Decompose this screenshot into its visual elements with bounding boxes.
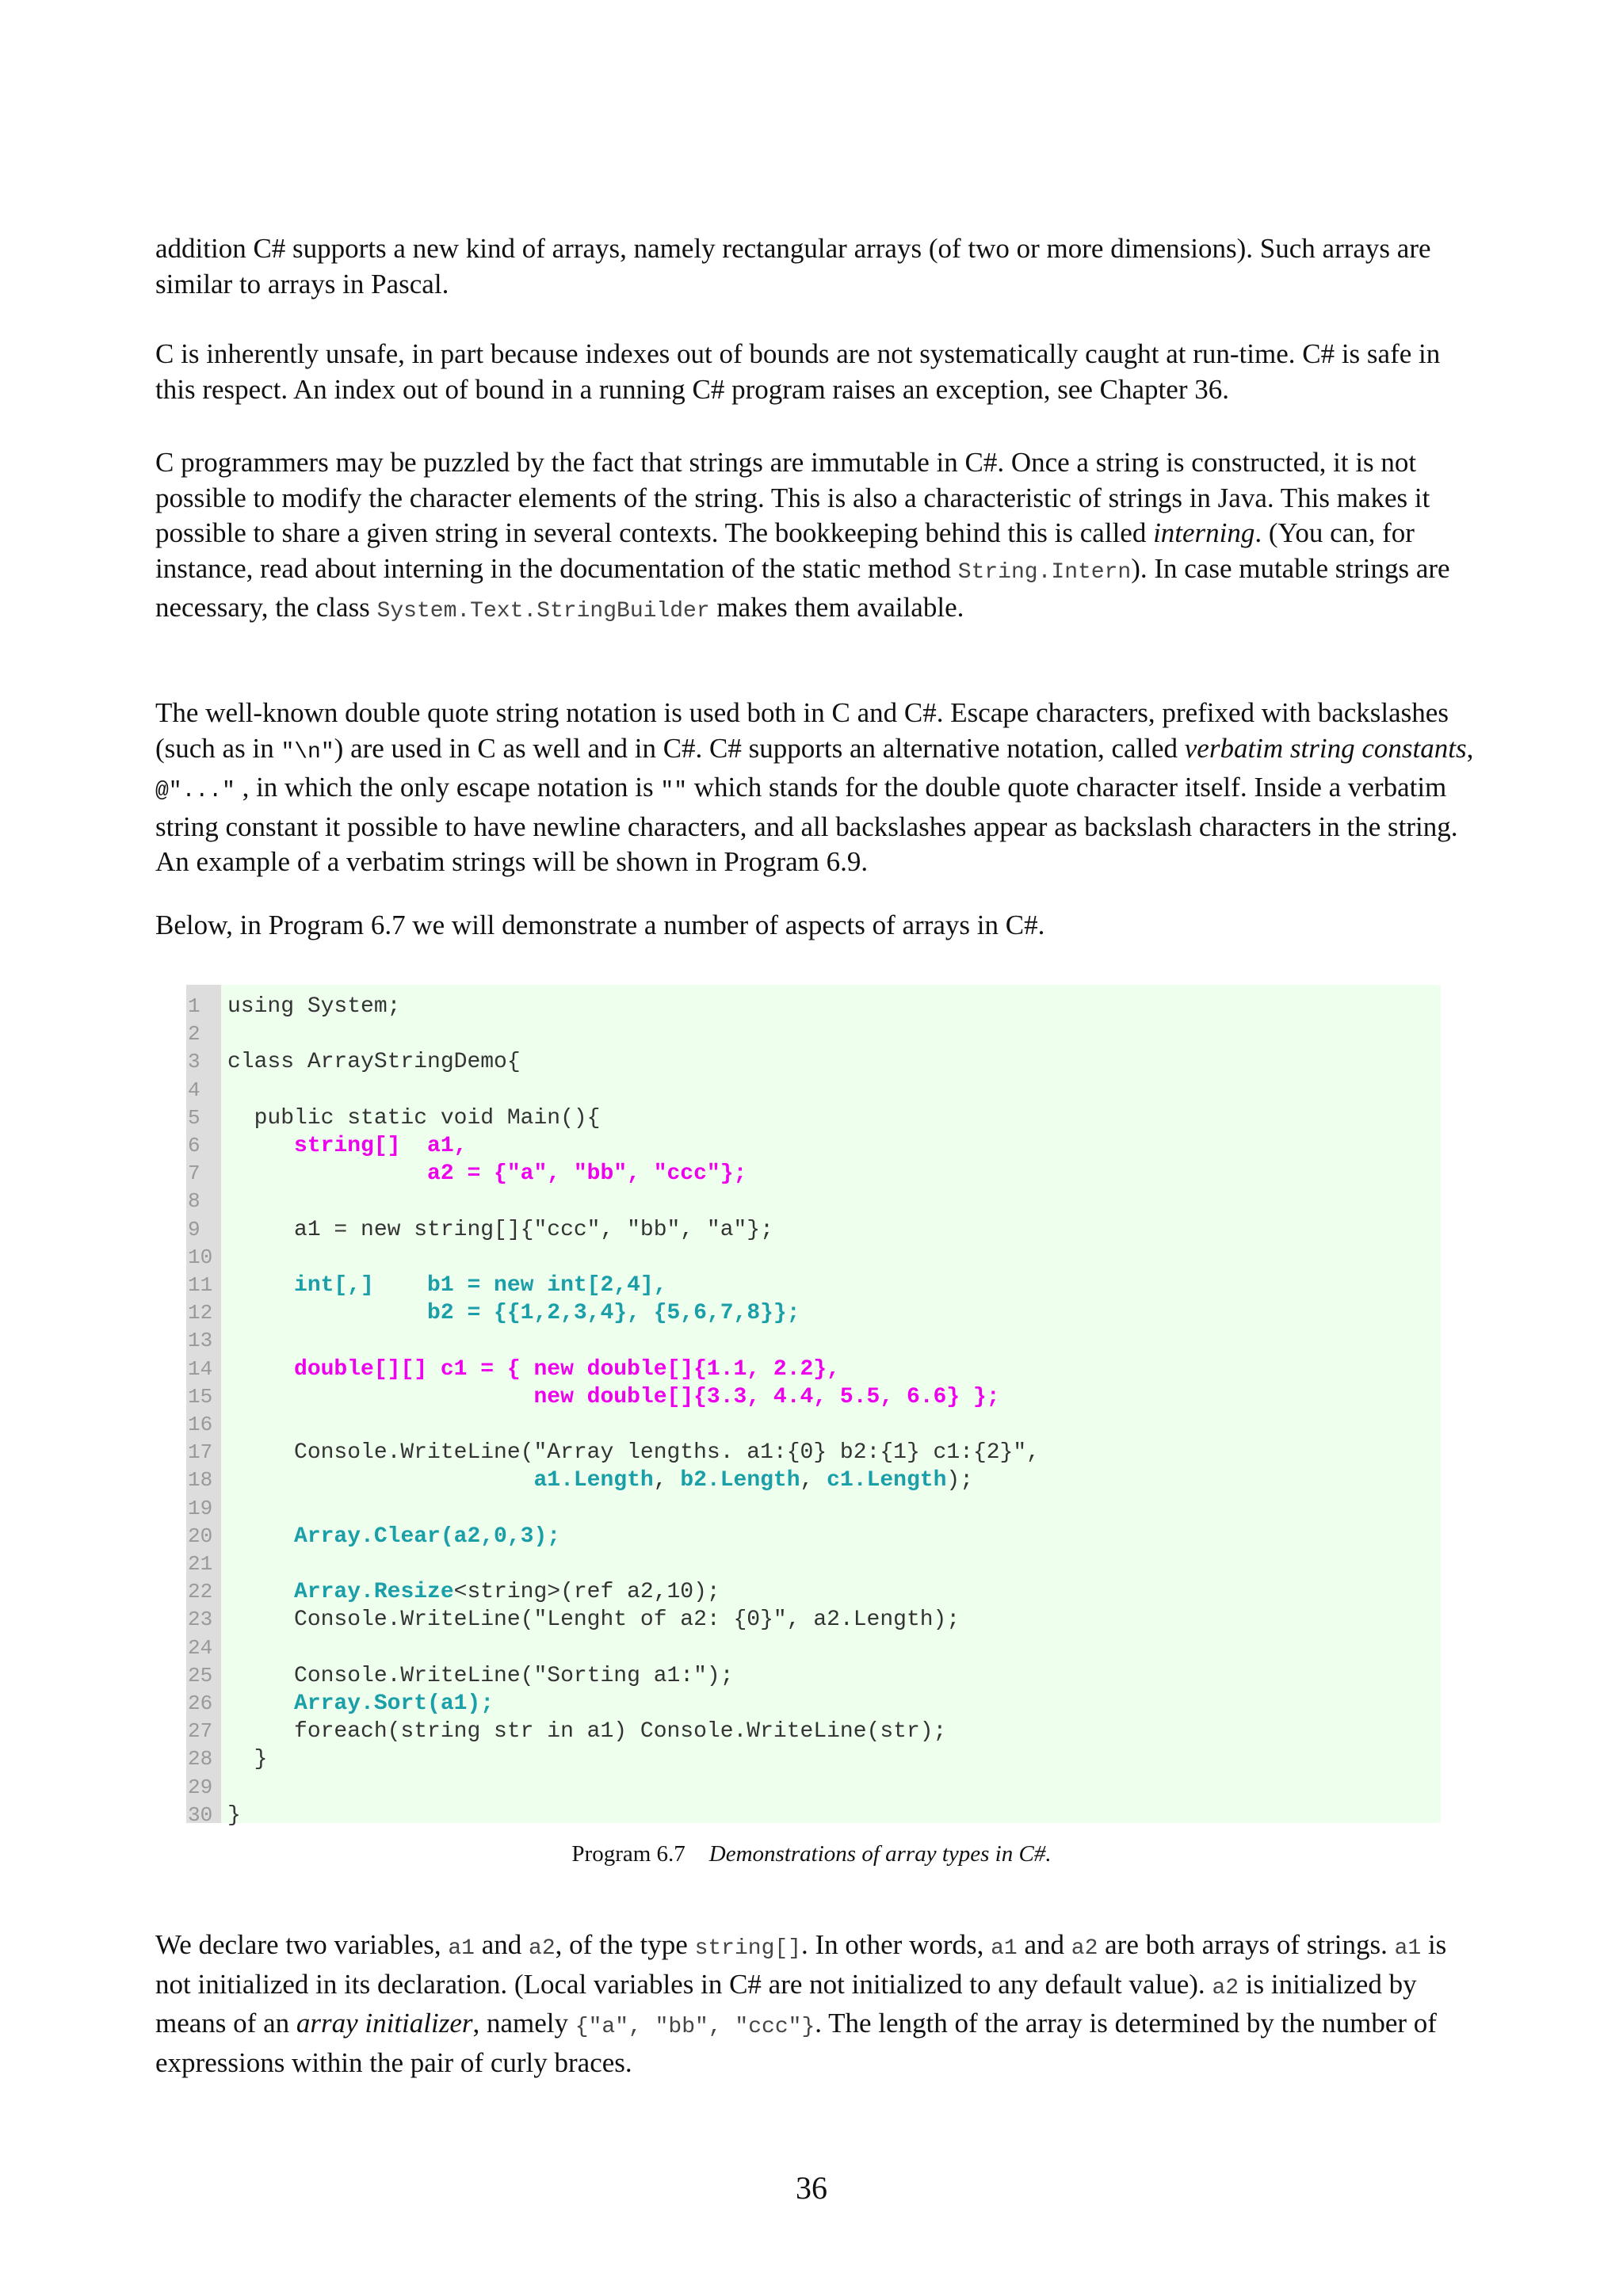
code-line: [186, 1634, 1441, 1662]
code-newline-escape: "\n": [281, 739, 334, 765]
code-line: [186, 1188, 1441, 1215]
code-text: [227, 1216, 773, 1244]
code-line: [186, 1077, 1441, 1104]
code-text: [227, 1606, 960, 1634]
paragraph-program-intro: [155, 908, 1476, 944]
text-run: are both arrays of strings.: [1098, 1929, 1395, 1960]
code-string-array-type: string[]: [694, 1936, 801, 1961]
text-run: and: [474, 1929, 529, 1960]
highlighted-code: c1.Length: [827, 1468, 947, 1493]
program-caption: [0, 1840, 1623, 1868]
code-line: [186, 1578, 1441, 1606]
code-text: [227, 1439, 1040, 1466]
code-segment: [227, 1301, 427, 1325]
code-line: [186, 1244, 1441, 1272]
code-line: [186, 1550, 1441, 1578]
code-initializer: {"a", "bb", "ccc"}: [575, 2015, 815, 2039]
code-text: [227, 1690, 494, 1718]
code-line: [186, 1104, 1441, 1132]
code-segment: [227, 1273, 294, 1298]
code-line: [186, 1718, 1441, 1745]
text-run: and: [1017, 1929, 1071, 1960]
highlighted-code: Array.Resize: [294, 1580, 454, 1605]
code-line: [186, 1383, 1441, 1411]
code-segment: }: [227, 1802, 241, 1828]
code-string-intern: String.Intern: [957, 559, 1132, 585]
code-double-quote: "": [660, 779, 687, 803]
code-line: [186, 1216, 1441, 1244]
line-number: 2: [188, 1022, 200, 1047]
code-text: [227, 1662, 734, 1690]
paragraph-unsafe: [155, 337, 1476, 407]
code-line: [186, 1439, 1441, 1466]
code-a2: a2: [1071, 1936, 1098, 1961]
code-a1: a1: [448, 1936, 475, 1961]
code-text: [227, 1383, 1000, 1411]
text-run: , in which the only escape notation is: [235, 772, 661, 803]
code-line: [186, 1690, 1441, 1718]
code-line: [186, 1662, 1441, 1690]
text-run: is initialized by means of an: [155, 1968, 1417, 2039]
code-line: [186, 1745, 1441, 1773]
highlighted-code: new double[]{3.3, 4.4, 5.5, 6.6} };: [533, 1384, 1000, 1409]
line-number: 6: [188, 1134, 200, 1158]
code-segment: Console.WriteLine("Array lengths. a1:{0} b2:{1} c1:{2}",: [227, 1440, 1040, 1466]
code-line: [186, 993, 1441, 1020]
line-number: 16: [188, 1413, 213, 1436]
line-number: 11: [188, 1273, 213, 1297]
line-number: 30: [188, 1802, 213, 1827]
code-line: [186, 1020, 1441, 1048]
line-number: 15: [188, 1384, 213, 1409]
code-segment: [227, 1357, 294, 1382]
line-number: 23: [188, 1608, 213, 1632]
code-segment: [227, 1691, 294, 1716]
highlighted-code: double[][] c1 = { new double[]{1.1, 2.2},: [294, 1356, 840, 1382]
line-number: 29: [188, 1775, 213, 1799]
code-segment: [227, 1580, 294, 1604]
line-number: 28: [188, 1747, 213, 1772]
code-text: [227, 993, 400, 1020]
code-text: [227, 1718, 946, 1745]
line-number: 13: [188, 1329, 213, 1353]
line-number: 12: [188, 1301, 213, 1325]
text-run: . (You can, for instance, read about interning in the documentation of the static method: [155, 517, 1415, 584]
code-line: [186, 1160, 1441, 1188]
code-segment: a1 = new string[]{"ccc", "bb", "a"};: [227, 1217, 773, 1242]
code-segment: Console.WriteLine("Lenght of a2: {0}", a2.Length);: [227, 1608, 960, 1633]
code-line: [186, 1411, 1441, 1439]
code-text: [227, 1578, 720, 1606]
code-segment: );: [946, 1468, 973, 1493]
code-line: [186, 1132, 1441, 1160]
code-a1: a1: [991, 1936, 1018, 1961]
paragraph-declarations: [155, 1928, 1476, 2081]
code-text: [227, 1356, 840, 1383]
code-line: [186, 1327, 1441, 1355]
code-text: [227, 1132, 467, 1160]
code-line: [186, 1802, 1441, 1829]
code-segment: Console.WriteLine("Sorting a1:");: [227, 1663, 734, 1688]
line-number: 26: [188, 1691, 213, 1715]
code-segment: public static void Main(){: [227, 1105, 601, 1131]
code-segment: <string>(ref a2,10);: [453, 1580, 720, 1605]
code-segment: ,: [653, 1468, 681, 1493]
highlighted-code: a2 = {"a", "bb", "ccc"};: [427, 1161, 747, 1187]
text-run: . The length of the array is determined by the number of expressions within the pair of curly braces.: [155, 2008, 1437, 2078]
line-number: 22: [188, 1580, 213, 1604]
line-number: 19: [188, 1496, 213, 1520]
text-run: ) are used in C as well and in C#. C# supports an alternative notation, called: [334, 732, 1185, 764]
caption-text: Demonstrations of array types in C#.: [708, 1841, 1052, 1867]
code-text: [227, 1523, 560, 1550]
line-number: 1: [188, 994, 200, 1018]
code-stringbuilder: System.Text.StringBuilder: [376, 599, 710, 624]
line-number: 21: [188, 1552, 213, 1576]
page-number: 36: [796, 2170, 827, 2206]
code-verbatim: @"...": [155, 779, 235, 803]
paragraph-string-notation: [155, 696, 1476, 880]
code-line: [186, 1495, 1441, 1523]
code-a2: a2: [1212, 1975, 1239, 2000]
highlighted-code: b2 = {{1,2,3,4}, {5,6,7,8}};: [427, 1301, 800, 1326]
line-number: 9: [188, 1217, 200, 1241]
code-segment: [227, 1134, 294, 1158]
line-number: 24: [188, 1635, 213, 1660]
text-run: , namely: [472, 2008, 575, 2039]
line-number: 20: [188, 1524, 213, 1548]
code-text: [227, 1160, 747, 1188]
program-listing: [186, 985, 1441, 1828]
paragraph-text: Below, in Program 6.7 we will demonstrate a number of aspects of arrays in C#.: [155, 910, 1045, 940]
line-number: 8: [188, 1189, 200, 1214]
line-number: 7: [188, 1161, 200, 1186]
code-line: [186, 1272, 1441, 1299]
code-segment: }: [227, 1747, 268, 1772]
paragraph-text: C is inherently unsafe, in part because indexes out of bounds are not systematically caught at run-time. C# is safe in this respect. An index out of bound in a running C# program raises an exception, see Chapter 36.: [155, 338, 1441, 405]
code-text: [227, 1272, 667, 1299]
code-text: [227, 1745, 267, 1773]
highlighted-code: int[,] b1 = new int[2,4],: [294, 1273, 667, 1298]
text-run: We declare two variables,: [155, 1929, 449, 1960]
text-run: makes them available.: [709, 592, 964, 623]
paragraph-immutable-strings: [155, 445, 1476, 630]
code-a1: a1: [1394, 1936, 1422, 1961]
line-number: 27: [188, 1719, 213, 1744]
text-run: The well-known double quote string notation is used both in C and C#. Escape characters, prefixed with backslashes (such as in: [155, 697, 1449, 764]
code-text: [227, 1466, 973, 1494]
highlighted-code: b2.Length: [680, 1468, 800, 1493]
caption-label: Program 6.7: [571, 1841, 685, 1867]
code-line: [186, 1523, 1441, 1550]
line-number: 18: [188, 1468, 213, 1493]
code-segment: ,: [800, 1468, 827, 1493]
text-run: which stands for the double quote character itself. Inside a verbatim string constant it possible to have newline characters, and all backslashes appear as backslash characters in the string. An example of a verbatim strings will be shown in Program 6.9.: [155, 772, 1458, 877]
text-run: is not initialized in its declaration. (Local variables in C# are not initialized to any default value).: [155, 1929, 1447, 2000]
text-run: ,: [1466, 732, 1474, 764]
code-segment: foreach(string str in a1) Console.WriteLine(str);: [227, 1719, 947, 1745]
code-line: [186, 1048, 1441, 1076]
line-number: 14: [188, 1356, 213, 1381]
code-segment: [227, 1161, 427, 1186]
paragraph-arrays-rectangular: [155, 231, 1476, 302]
highlighted-code: string[] a1,: [294, 1134, 468, 1158]
highlighted-code: Array.Clear(a2,0,3);: [294, 1524, 561, 1549]
text-run: , of the type: [555, 1929, 695, 1960]
line-number: 17: [188, 1440, 213, 1465]
line-number: 25: [188, 1663, 213, 1688]
code-segment: class ArrayStringDemo{: [227, 1050, 521, 1075]
line-number: 5: [188, 1105, 200, 1130]
code-line: [186, 1356, 1441, 1383]
line-number: 3: [188, 1050, 200, 1074]
code-text: [227, 1299, 800, 1327]
text-run: C programmers may be puzzled by the fact that strings are immutable in C#. Once a string is constructed, it is not possible to modify the character elements of the string. This is also a characteristic of strings in Java. This makes it possible to share a given string in several contexts. The bookkeeping behind this is called: [155, 447, 1430, 548]
emphasis-verbatim: verbatim string constants: [1184, 732, 1467, 764]
code-segment: [227, 1524, 294, 1549]
code-segment: [227, 1468, 533, 1493]
code-line: [186, 1466, 1441, 1494]
code-segment: using System;: [227, 994, 401, 1019]
code-text: [227, 1048, 521, 1076]
text-run: . In other words,: [801, 1929, 991, 1960]
code-line: [186, 1774, 1441, 1802]
line-number: 4: [188, 1077, 200, 1102]
code-line: [186, 1606, 1441, 1634]
line-number: 10: [188, 1245, 213, 1269]
emphasis-array-initializer: array initializer: [296, 2008, 473, 2039]
highlighted-code: a1.Length: [533, 1468, 654, 1493]
code-segment: [227, 1385, 533, 1409]
paragraph-text: addition C# supports a new kind of arrays, namely rectangular arrays (of two or more dimensions). Such arrays are similar to arrays in Pascal.: [155, 233, 1431, 299]
code-line: [186, 1299, 1441, 1327]
code-text: [227, 1802, 241, 1829]
code-text: [227, 1104, 600, 1132]
emphasis-interning: interning: [1153, 517, 1255, 548]
text-run: ). In case mutable strings are necessary, the class: [155, 552, 1450, 623]
code-a2: a2: [529, 1936, 556, 1961]
highlighted-code: Array.Sort(a1);: [294, 1691, 495, 1716]
